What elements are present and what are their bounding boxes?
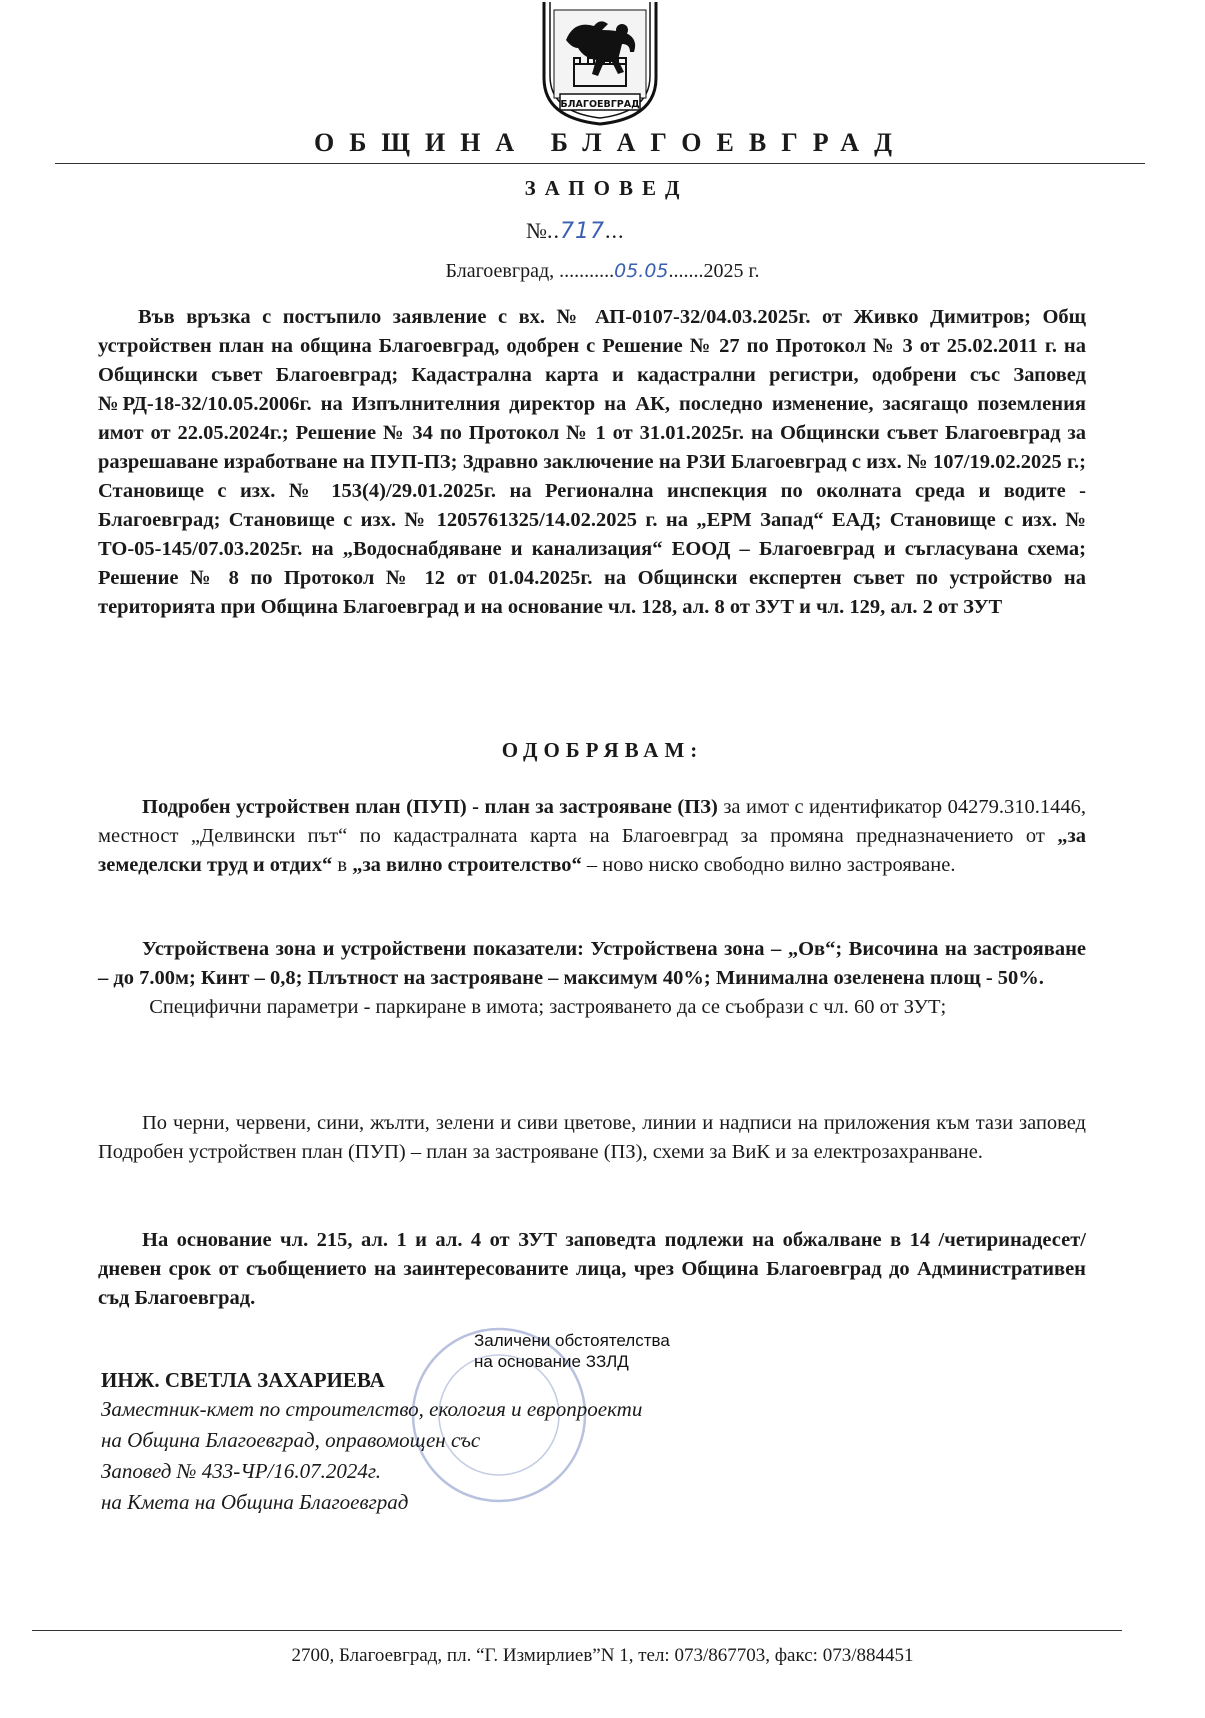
old-purpose: „за земеделски труд и отдих“ <box>98 825 1086 876</box>
paragraph-plan <box>98 793 1086 880</box>
handwritten-number: 717 <box>560 219 605 244</box>
plan-title: Подробен устройствен план (ПУП) - план за застрояване (ПЗ) <box>142 796 718 818</box>
redaction-line-1: Заличени обстоятелства <box>474 1331 670 1350</box>
new-purpose: „за вилно строителство“ <box>352 854 582 876</box>
zone-indicators: Устройствена зона и устройствени показатели: Устройствена зона – „Ов“; Височина на застрояване – до 7.00м; Кинт – 0,8; Плътност на застрояване – максимум 40%; Минимална озеленена площ - 50%. <box>98 938 1086 989</box>
place: Благоевград, <box>445 260 555 282</box>
footer-divider <box>32 1630 1122 1631</box>
signer-title-3: Заповед № 433-ЧР/16.07.2024г. <box>101 1459 382 1483</box>
coat-of-arms-icon <box>538 0 662 126</box>
signer-title-4: на Кмета на Община Благоевград <box>101 1490 409 1514</box>
document-type: ЗАПОВЕД <box>524 176 689 200</box>
plan-text-b: в <box>332 854 353 876</box>
signer-title-1: Заместник-кмет по строителство, екология и европроекти <box>101 1397 643 1421</box>
redaction-note <box>474 1330 670 1372</box>
plan-text-a: за имот с идентификатор 04279.310.1446, местност „Делвински път“ по кадастралната карта на Благоевград за промяна предназначението от <box>98 796 1086 847</box>
specific-parameters: Специфични параметри - паркиране в имота; застрояването да се съобрази с чл. 60 от ЗУТ; <box>149 996 947 1018</box>
place-date: Благоевград, ...........05.05.......2025 г. <box>445 260 760 282</box>
paragraph-appeal: На основание чл. 215, ал. 1 и ал. 4 от ЗУТ заповедта подлежи на обжалване в 14 /четиринадесет/ дневен срок от съобщението на заинтересованите лица, чрез Община Благоевград до Административен съд Благоевград. <box>98 1229 1086 1309</box>
paragraph-zone <box>98 935 1086 1022</box>
handwritten-date: 05.05 <box>614 260 669 282</box>
order-number: №..717... <box>526 218 625 244</box>
redaction-line-2: на основание ЗЗЛД <box>474 1352 629 1371</box>
footer-address: 2700, Благоевград, пл. “Г. Измирлиев”N 1, тел: 073/867703, факс: 073/884451 <box>291 1645 914 1666</box>
municipality-title: ОБЩИНА БЛАГОЕВГРАД <box>314 128 907 157</box>
header-divider <box>55 163 1145 164</box>
approve-heading: ОДОБРЯВАМ: <box>501 738 704 762</box>
number-prefix: № <box>526 218 547 243</box>
intro-paragraph: Във връзка с постъпило заявление с вх. № АП-0107-32/04.03.2025г. от Живко Димитров; Общ устройствен план на община Благоевград, одобрен с Решение № 27 по Протокол № 3 от 25.02.2011 г. на Общински съвет Благоевград; Кадастрална карта и кадастрални регистри, одобрени със Заповед №РД-18-32/10.05.2006г. на Изпълнителния директор на АК, последно изменение, засягащо поземления имот от 22.05.2024г.; Решение № 34 по Протокол № 1 от 31.01.2025г. на Общински съвет Благоевград за разрешаване изработване на ПУП-ПЗ; Здравно заключение на РЗИ Благоевград с изх. № 107/19.02.2025 г.; Становище с изх. № 153(4)/29.01.2025г. на Регионална инспекция по околната среда и водите - Благоевград; Становище с изх. № 1205761325/14.02.2025 г. на „ЕРМ Запад“ ЕАД; Становище с изх. № ТО-05-145/07.03.2025г. на „Водоснабдяване и канализация“ ЕООД – Благоевград и съгласувана схема; Решение № 8 по Протокол № 12 от 01.04.2025г. на Общински експертен съвет по устройство на територията при Община Благоевград и на основание чл. 128, ал. 8 от ЗУТ и чл. 129, ал. 2 от ЗУТ <box>98 306 1086 618</box>
date-year: 2025 г. <box>703 260 760 282</box>
signer-title-2: на Община Благоевград, оправомощен със <box>101 1428 481 1452</box>
signer-name: ИНЖ. СВЕТЛА ЗАХАРИЕВА <box>101 1368 385 1392</box>
plan-text-c: – ново ниско свободно вилно застрояване. <box>581 854 956 876</box>
paragraph-attachments: По черни, червени, сини, жълти, зелени и сиви цветове, линии и надписи на приложения към тази заповед Подробен устройствен план (ПУП) – план за застрояване (ПЗ), схеми за ВиК и за електрозахранване. <box>98 1112 1086 1163</box>
emblem-text: БЛАГОЕВГРАД <box>560 99 640 110</box>
